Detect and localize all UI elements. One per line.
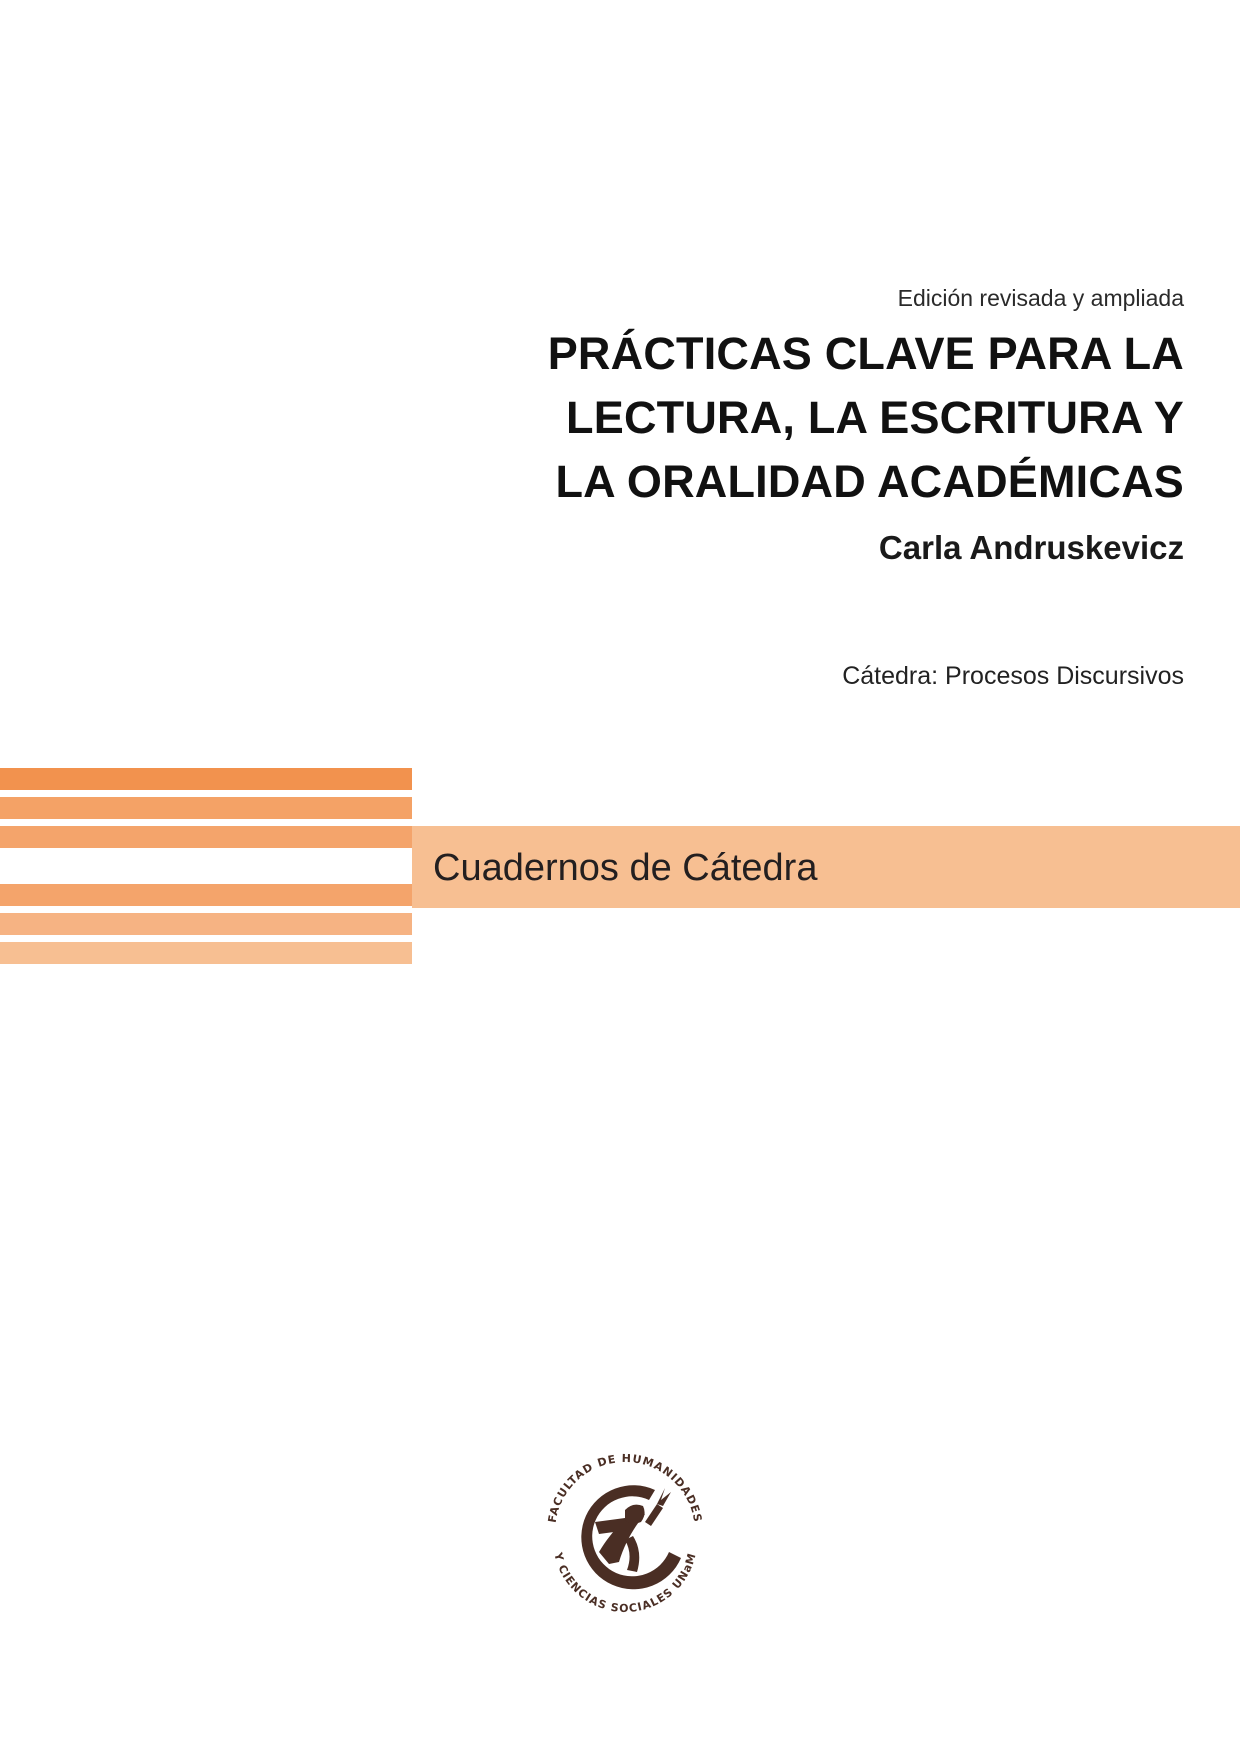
faculty-seal-icon (533, 1440, 717, 1624)
decorative-stripe (0, 768, 412, 790)
title-block (424, 280, 1184, 572)
decorative-stripe (0, 797, 412, 819)
decorative-stripe (0, 826, 412, 848)
title-line: LECTURA, LA ESCRITURA Y (566, 392, 1184, 443)
decorative-stripe (0, 942, 412, 964)
edition-note: Edición revisada y ampliada (897, 285, 1184, 311)
author-name: Carla Andruskevicz (878, 529, 1184, 566)
series-title: Cuadernos de Cátedra (433, 847, 818, 889)
svg-text:Y CIENCIAS SOCIALES UNaM: Y CIENCIAS SOCIALES UNaM (551, 1551, 699, 1616)
title-line: LA ORALIDAD ACADÉMICAS (555, 456, 1184, 507)
catedra-label: Cátedra: Procesos Discursivos (842, 662, 1184, 690)
book-title (424, 322, 1184, 514)
decorative-stripe (0, 913, 412, 935)
svg-text:FACULTAD DE HUMANIDADES: FACULTAD DE HUMANIDADES (545, 1451, 705, 1524)
decorative-stripe (0, 884, 412, 906)
title-line: PRÁCTICAS CLAVE PARA LA (547, 328, 1184, 379)
